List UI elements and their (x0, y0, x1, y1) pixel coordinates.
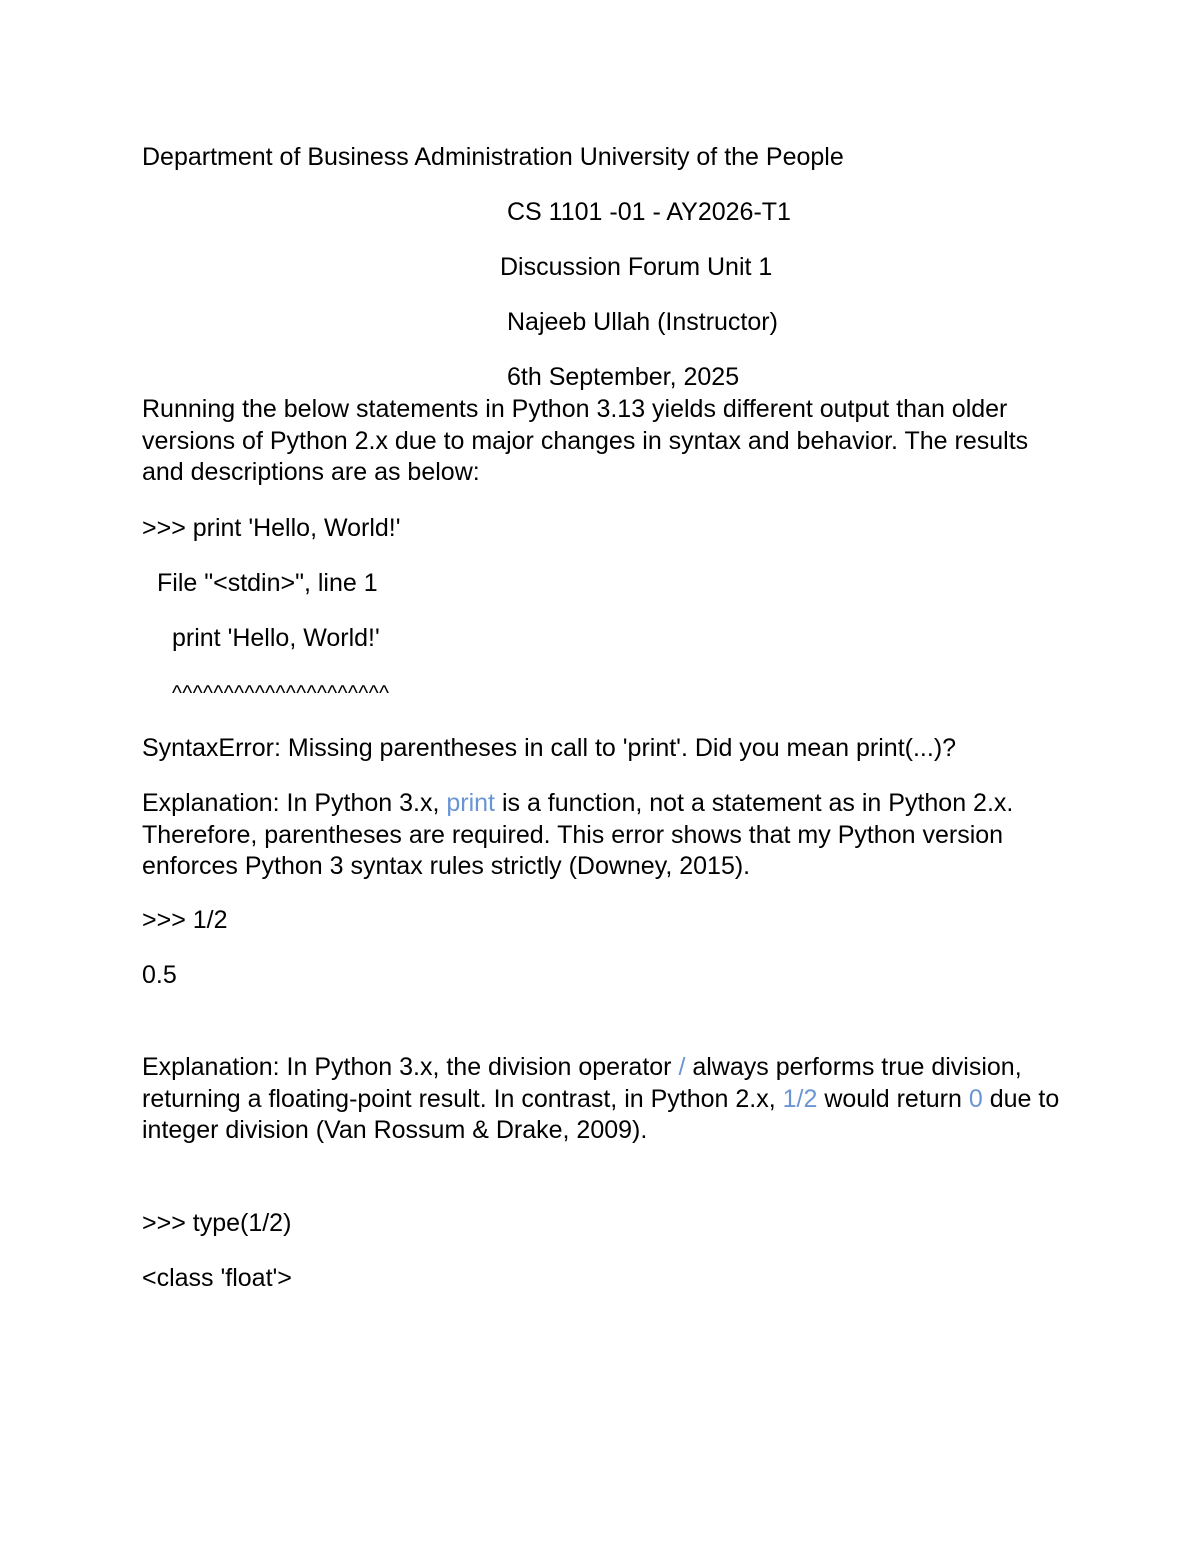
print-command: >>> print 'Hello, World!' (142, 514, 401, 542)
division-operator-highlight: / (678, 1053, 686, 1081)
course-code: CS 1101 -01 - AY2026-T1 (507, 198, 791, 226)
forum-title: Discussion Forum Unit 1 (500, 253, 773, 281)
explanation-division-text-3: would return (817, 1084, 969, 1113)
intro-paragraph: Running the below statements in Python 3.13 yields different output than older versions of Python 2.x due to major changes in syntax and behavior. The results and descriptions are as below: (142, 395, 1029, 486)
print-keyword-highlight: print (446, 789, 495, 817)
syntax-error-message: SyntaxError: Missing parentheses in call to 'print'. Did you mean print(...)? (142, 734, 957, 762)
instructor-name: Najeeb Ullah (Instructor) (507, 308, 778, 336)
explanation-print-text-1: Explanation: In Python 3.x, (142, 789, 447, 817)
explanation-print (142, 788, 1062, 883)
type-command: >>> type(1/2) (142, 1209, 292, 1237)
division-command: >>> 1/2 (142, 906, 228, 934)
explanation-print-text-2: is a function, not a statement as in Python 2.x. Therefore, parentheses are required. This error shows that my Python version enforces Python 3 syntax rules strictly (Downey, 2015). (142, 789, 1014, 880)
zero-highlight: 0 (968, 1084, 983, 1113)
explanation-division (142, 1052, 1062, 1147)
explanation-division-text-1: Explanation: In Python 3.x, the division operator (142, 1053, 679, 1081)
division-output: 0.5 (142, 961, 177, 989)
document-date: 6th September, 2025 (507, 363, 740, 391)
explanation-division-text-4: due to integer division (Van Rossum & Drake, 2009). (142, 1084, 1060, 1144)
one-half-highlight: 1/2 (782, 1084, 818, 1113)
department-heading: Department of Business Administration University of the People (142, 143, 844, 171)
traceback-caret-line: ^^^^^^^^^^^^^^^^^^^^^ (172, 682, 390, 705)
type-output: <class 'float'> (142, 1264, 292, 1292)
explanation-division-text-2: always performs true division, returning a floating-point result. In contrast, in Python 2.x, (142, 1053, 1022, 1113)
traceback-file-line: File "<stdin>", line 1 (157, 569, 378, 597)
traceback-code-line: print 'Hello, World!' (172, 624, 380, 652)
